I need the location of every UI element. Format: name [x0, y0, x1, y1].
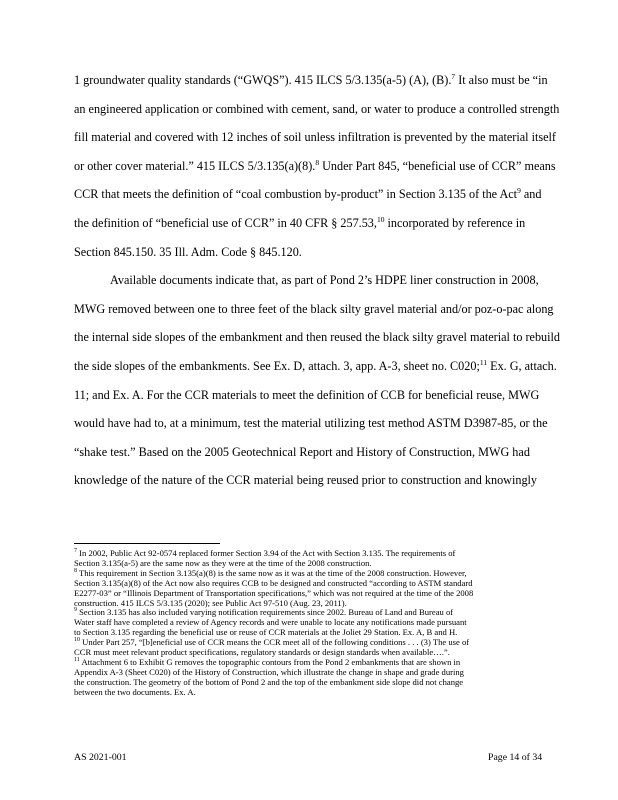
- body-line: [74, 130, 556, 144]
- body-line: [74, 388, 539, 402]
- body-line: [74, 302, 554, 316]
- body-line-text: incorporated by reference in: [384, 216, 526, 230]
- body-line-text: the definition of “beneficial use of CCR” in 40 CFR § 257.53,: [74, 216, 377, 230]
- body-line-text: Available documents indicate that, as part of Pond 2’s HDPE liner construction in 2008,: [110, 273, 539, 288]
- footer-page-number: Page 14 of 34: [488, 752, 543, 763]
- body-line-text: the internal side slopes of the embankment and then reused the black silty gravel material to rebuild: [74, 330, 560, 345]
- body-line: [110, 273, 539, 287]
- body-line-text: CCR that meets the definition of “coal combustion by-product” in Section 3.135 of the Act: [74, 187, 518, 202]
- footnote-text: Section 3.135(a)(8) of the Act now also requires CCB to be designed and constructed “according to ASTM standard: [74, 577, 473, 588]
- body-line-text: 11; and Ex. A. For the CCR materials to meet the definition of CCB for beneficial reuse, MWG: [74, 387, 540, 402]
- footnote-text: Attachment 6 to Exhibit G removes the topographic contours from the Pond 2 embankments that are shown in: [79, 656, 461, 667]
- body-line-text: Ex. G, attach.: [487, 359, 557, 373]
- body-line-text: “shake test.” Based on the 2005 Geotechnical Report and History of Construction, MWG had: [74, 444, 530, 459]
- body-line: [74, 359, 557, 373]
- body-line-text: MWG removed between one to three feet of the black silty gravel material and/or poz-o-pac along: [74, 301, 554, 316]
- body-line: [74, 445, 530, 459]
- footnote-text: E2277-03” or “Illinois Department of Transportation specifications,” which was not required at the time of the 2008: [74, 587, 474, 598]
- footnote-line: [74, 647, 450, 657]
- body-line-text: fill material and covered with 12 inches of soil unless infiltration is prevented by the material itself: [74, 130, 556, 145]
- footnote-text: to Section 3.135 regarding the beneficial use or reuse of CCR materials at the Joliet 29 Station. Ex. A, B and H.: [74, 627, 458, 638]
- body-line: [74, 102, 559, 116]
- footnote-line: [74, 558, 372, 568]
- footnote-text: the construction. The geometry of the bottom of Pond 2 and the top of the embankment side slope did not change: [74, 676, 464, 687]
- footnote-number: 10: [74, 637, 80, 644]
- footnote-line: [74, 637, 469, 647]
- body-line-text: or other cover material.” 415 ILCS 5/3.135(a)(8).: [74, 158, 316, 173]
- footnote-text: Under Part 257, “[b]eneficial use of CCR means the CCR meet all of the following conditions . . . (3) The use of: [80, 637, 470, 648]
- body-line: [74, 187, 541, 201]
- footnote-line: [74, 667, 464, 677]
- body-line-text: an engineered application or combined with cement, sand, or water to produce a controlled strength: [74, 101, 560, 116]
- body-line: [74, 245, 302, 259]
- footnote-line: [74, 598, 347, 608]
- footnote-line: [74, 657, 460, 667]
- footnote-line: [74, 588, 473, 598]
- footnote-line: [74, 548, 455, 558]
- footer-case-number: AS 2021-001: [74, 752, 127, 763]
- footnote-line: [74, 627, 457, 637]
- footnote-line: [74, 617, 467, 627]
- footnote-reference[interactable]: 8: [315, 157, 320, 167]
- body-line: [74, 330, 560, 344]
- footnote-reference[interactable]: 9: [517, 186, 521, 196]
- footnote-line: [74, 677, 463, 687]
- footnote-text: This requirement in Section 3.135(a)(8) is the same now as it was at the time of the 2008 construction. However,: [77, 567, 467, 578]
- footnote-text: Section 3.135(a-5) are the same now as they were at the time of the 2008 construction.: [74, 557, 372, 568]
- body-line-text: Under Part 845, “beneficial use of CCR” means: [319, 158, 556, 173]
- footnote-number: 7: [74, 548, 77, 555]
- body-line-text: knowledge of the nature of the CCR material being reused prior to construction and knowingly: [74, 473, 538, 488]
- body-line: [74, 416, 548, 430]
- body-line-text: and: [520, 187, 542, 202]
- body-line-text: would have had to, at a minimum, test the material utilizing test method ASTM D3987-85, or the: [74, 416, 548, 431]
- footnote-text: In 2002, Public Act 92-0574 replaced former Section 3.94 of the Act with Section 3.135. The requirements of: [77, 548, 456, 558]
- footnote-number: 8: [74, 567, 77, 574]
- footnote-text: Water staff have completed a review of Agency records and were unable to locate any notifications made pursuant: [74, 617, 467, 628]
- footnote-line: [74, 607, 453, 617]
- footnote-text: Appendix A-3 (Sheet C020) of the History of Construction, which illustrate the change in shape and grade during: [74, 666, 464, 677]
- body-line-text: the side slopes of the embankments. See Ex. D, attach. 3, app. A-3, sheet no. C020;: [74, 359, 480, 373]
- footnote-number: 11: [74, 657, 80, 664]
- footnote-text: Section 3.135 has also included varying notification requirements since 2002. Bureau of Land and Bureau of: [77, 607, 454, 618]
- body-line-text: It also must be “in: [455, 73, 548, 87]
- footnote-separator: [74, 543, 220, 544]
- body-line-text: Section 845.150. 35 Ill. Adm. Code § 845.120.: [74, 244, 302, 259]
- footnote-number: 9: [74, 607, 77, 614]
- body-line: [74, 216, 525, 230]
- body-line: [74, 473, 537, 487]
- footnote-line: [74, 578, 473, 588]
- body-line-text: 1 groundwater quality standards (“GWQS”). 415 ILCS 5/3.135(a-5) (A), (B).: [74, 73, 452, 87]
- footnote-reference[interactable]: 11: [479, 357, 488, 367]
- footnote-line: [74, 568, 467, 578]
- footnote-text: construction. 415 ILCS 5/3.135 (2020); see Public Act 97-510 (Aug. 23, 2011).: [74, 597, 347, 608]
- footnote-reference[interactable]: 7: [451, 71, 456, 81]
- footnote-text: between the two documents. Ex. A.: [74, 686, 196, 697]
- body-line: [74, 159, 556, 173]
- body-line: [74, 73, 548, 87]
- footnote-line: [74, 687, 196, 697]
- footnote-text: CCR must meet relevant product specifications, regulatory standards or design standards when available….”.: [74, 647, 450, 657]
- footnote-reference[interactable]: 10: [376, 214, 385, 224]
